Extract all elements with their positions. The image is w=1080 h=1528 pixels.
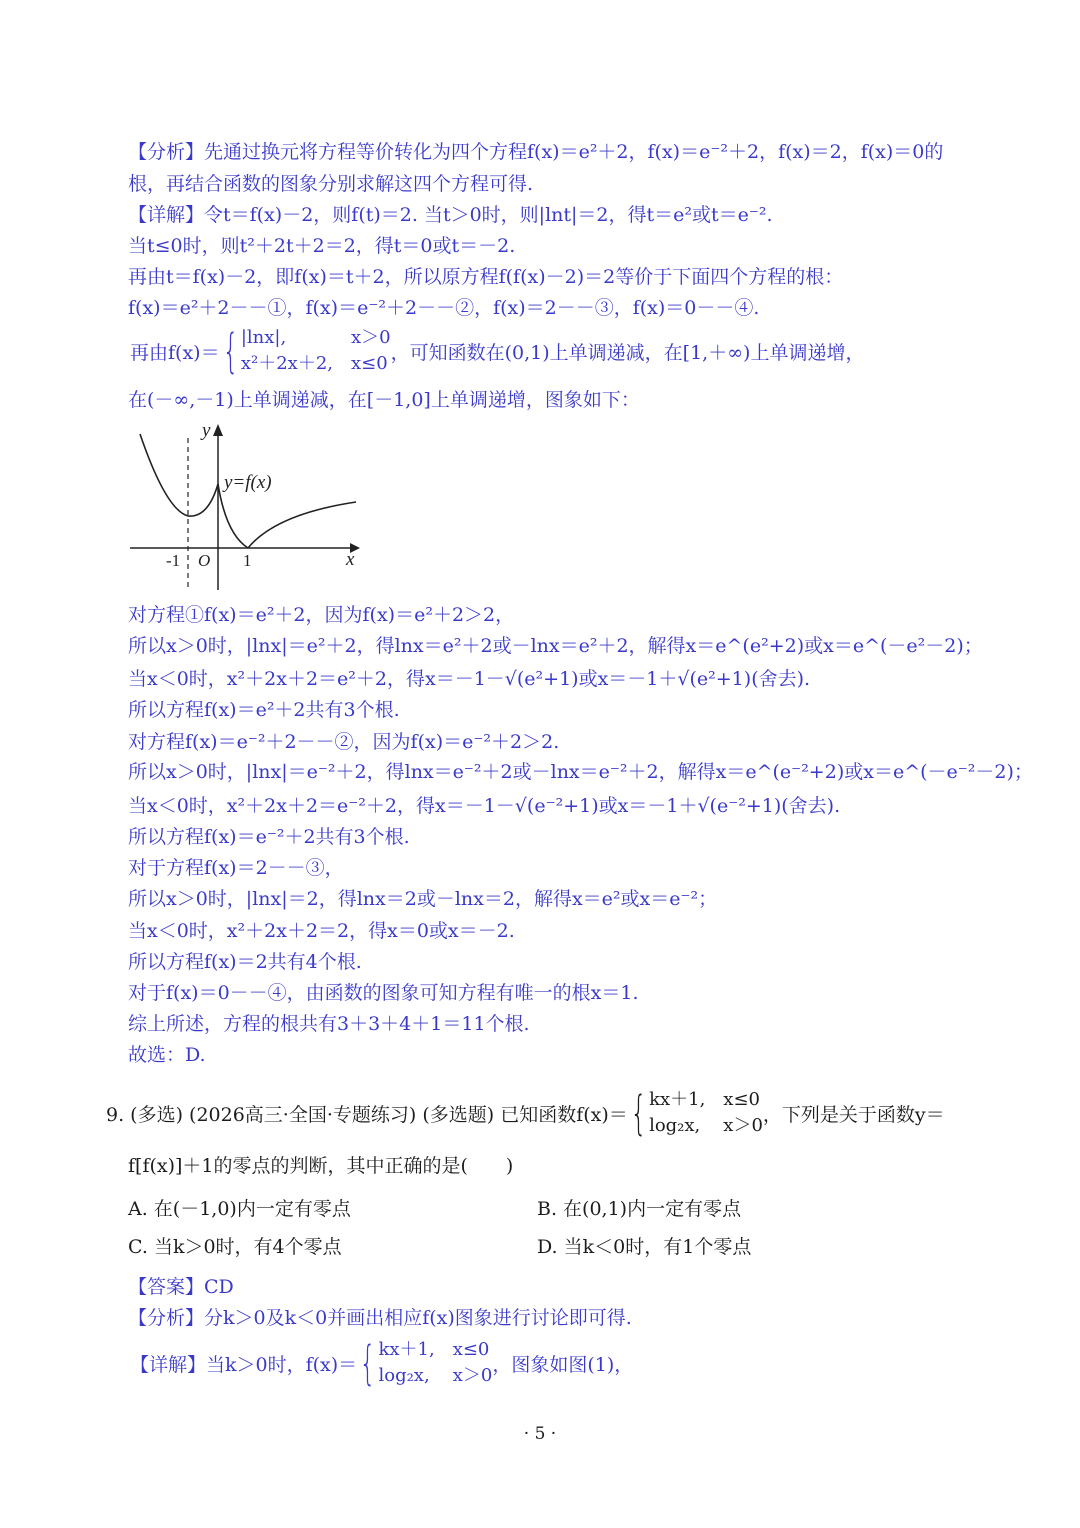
- solution-line-9: 对于方程f(x)＝2－－③，: [128, 857, 344, 879]
- origin-label: O: [198, 551, 211, 570]
- curve-increasing-part: [248, 502, 356, 548]
- question-9-cases: [649, 1088, 763, 1138]
- case-1-expression: |lnx|,: [240, 327, 287, 348]
- solution-line-7: 当x＜0时，x²＋2x＋2＝e⁻²＋2，得x＝－1－√(e⁻²+1)或x＝－1＋√(e⁻²+1)(舍去).: [128, 795, 841, 817]
- x-axis-label: x: [346, 549, 355, 570]
- question-9-line-1: [106, 1088, 945, 1138]
- detail-line-6: 在(－∞,－1)上单调递减，在[－1,0]上单调递增，图象如下：: [128, 389, 640, 411]
- y-axis-arrow: [213, 424, 223, 436]
- answer-line: 【答案】CD: [128, 1276, 234, 1298]
- solution-line-13: 对于f(x)＝0－－④，由函数的图象可知方程有唯一的根x＝1.: [128, 982, 639, 1004]
- case-2-expression: log₂x,: [649, 1115, 701, 1136]
- solution-line-1: 对方程①f(x)＝e²＋2，因为f(x)＝e²＋2＞2，: [128, 604, 515, 626]
- option-c[interactable]: C. 当k＞0时，有4个零点: [128, 1236, 342, 1258]
- answer-analysis-line: 【分析】分k＞0及k＜0并画出相应f(x)图象进行讨论即可得.: [128, 1307, 632, 1329]
- case-1-expression: kx＋1,: [649, 1089, 706, 1110]
- question-9-line-2: f[f(x)]＋1的零点的判断，其中正确的是( ): [128, 1155, 514, 1177]
- case-1-condition: x≤0: [723, 1089, 760, 1110]
- left-brace: {: [359, 1336, 376, 1390]
- solution-line-14: 综上所述，方程的根共有3＋3＋4＋1＝11个根.: [128, 1013, 530, 1035]
- solution-line-5: 对方程f(x)＝e⁻²＋2－－②，因为f(x)＝e⁻²＋2＞2.: [128, 731, 560, 753]
- solution-line-11: 当x＜0时，x²＋2x＋2＝2，得x＝0或x＝－2.: [128, 920, 515, 942]
- y-axis-label: y: [202, 420, 211, 441]
- solution-line-2: 所以x＞0时，|lnx|＝e²＋2，得lnx＝e²＋2或－lnx＝e²＋2，解得x＝e^(e²+2)或x＝e^(－e²－2)；: [128, 635, 983, 657]
- answer-detail-cases: [378, 1338, 492, 1388]
- case-2-expression: log₂x,: [378, 1365, 430, 1386]
- piecewise-prefix: 再由f(x)＝: [130, 341, 220, 364]
- piecewise-definition: [130, 326, 864, 376]
- analysis-line-2: 根，再结合函数的图象分别求解这四个方程可得.: [128, 173, 534, 195]
- curve-decreasing-part: [218, 484, 248, 548]
- case-2-condition: x≤0: [351, 353, 388, 374]
- tick-label-1: 1: [243, 551, 252, 570]
- analysis-line-1: 【分析】先通过换元将方程等价转化为四个方程f(x)＝e²＋2，f(x)＝e⁻²＋2，f(x)＝2，f(x)＝0的: [128, 141, 944, 163]
- page-number: · 5 ·: [523, 1424, 557, 1444]
- case-1-expression: kx＋1,: [378, 1339, 435, 1360]
- case-2-expression: x²＋2x＋2,: [240, 353, 334, 374]
- detail-line-1: 【详解】令t＝f(x)－2，则f(t)＝2. 当t＞0时，则|lnt|＝2，得t＝e²或t＝e⁻².: [128, 204, 773, 226]
- solution-line-15: 故选：D.: [128, 1044, 206, 1066]
- left-brace: {: [222, 324, 239, 378]
- curve-label: y=f(x): [224, 472, 272, 493]
- case-1-condition: x＞0: [351, 327, 391, 348]
- solution-line-12: 所以方程f(x)＝2共有4个根.: [128, 951, 362, 973]
- solution-line-6: 所以x＞0时，|lnx|＝e⁻²＋2，得lnx＝e⁻²＋2或－lnx＝e⁻²＋2，解得x＝e^(e⁻²+2)或x＝e^(－e⁻²－2)；: [128, 761, 1033, 783]
- solution-line-3: 当x＜0时，x²＋2x＋2＝e²＋2，得x＝－1－√(e²+1)或x＝－1＋√(e²+1)(舍去).: [128, 668, 811, 690]
- case-2-condition: x＞0: [723, 1115, 763, 1136]
- tick-label-neg1: -1: [166, 551, 181, 570]
- solution-line-10: 所以x＞0时，|lnx|＝2，得lnx＝2或－lnx＝2，解得x＝e²或x＝e⁻²；: [128, 888, 718, 910]
- answer-detail-prefix: 【详解】当k＞0时，f(x)＝: [130, 1353, 358, 1376]
- curve-left-part: [140, 434, 218, 516]
- question-9-prefix: 9. (多选) (2026高三·全国·专题练习) (多选题) 已知函数f(x)＝: [106, 1103, 628, 1126]
- left-brace: {: [630, 1086, 647, 1140]
- piecewise-suffix: ，可知函数在(0,1)上单调递减，在[1,＋∞)上单调递增，: [390, 341, 865, 364]
- answer-detail-line: [130, 1338, 633, 1388]
- option-d[interactable]: D. 当k＜0时，有1个零点: [537, 1236, 752, 1258]
- question-9-suffix: ，下列是关于函数y＝: [762, 1103, 945, 1126]
- option-b[interactable]: B. 在(0,1)内一定有零点: [537, 1198, 742, 1220]
- option-a[interactable]: A. 在(－1,0)内一定有零点: [128, 1198, 351, 1220]
- function-graph: [126, 418, 376, 596]
- solution-line-4: 所以方程f(x)＝e²＋2共有3个根.: [128, 699, 400, 721]
- detail-line-4: f(x)＝e²＋2－－①，f(x)＝e⁻²＋2－－②，f(x)＝2－－③，f(x)＝0－－④.: [128, 297, 760, 319]
- detail-line-3: 再由t＝f(x)－2，即f(x)＝t＋2，所以原方程f(f(x)－2)＝2等价于下面四个方程的根：: [128, 266, 844, 288]
- case-2-condition: x＞0: [452, 1365, 493, 1386]
- case-1-condition: x≤0: [452, 1339, 490, 1360]
- solution-line-8: 所以方程f(x)＝e⁻²＋2共有3个根.: [128, 826, 410, 848]
- detail-line-2: 当t≤0时，则t²＋2t＋2＝2，得t＝0或t＝－2.: [128, 235, 516, 257]
- piecewise-cases: [241, 326, 391, 376]
- answer-detail-suffix: ，图象如图(1)，: [492, 1353, 634, 1376]
